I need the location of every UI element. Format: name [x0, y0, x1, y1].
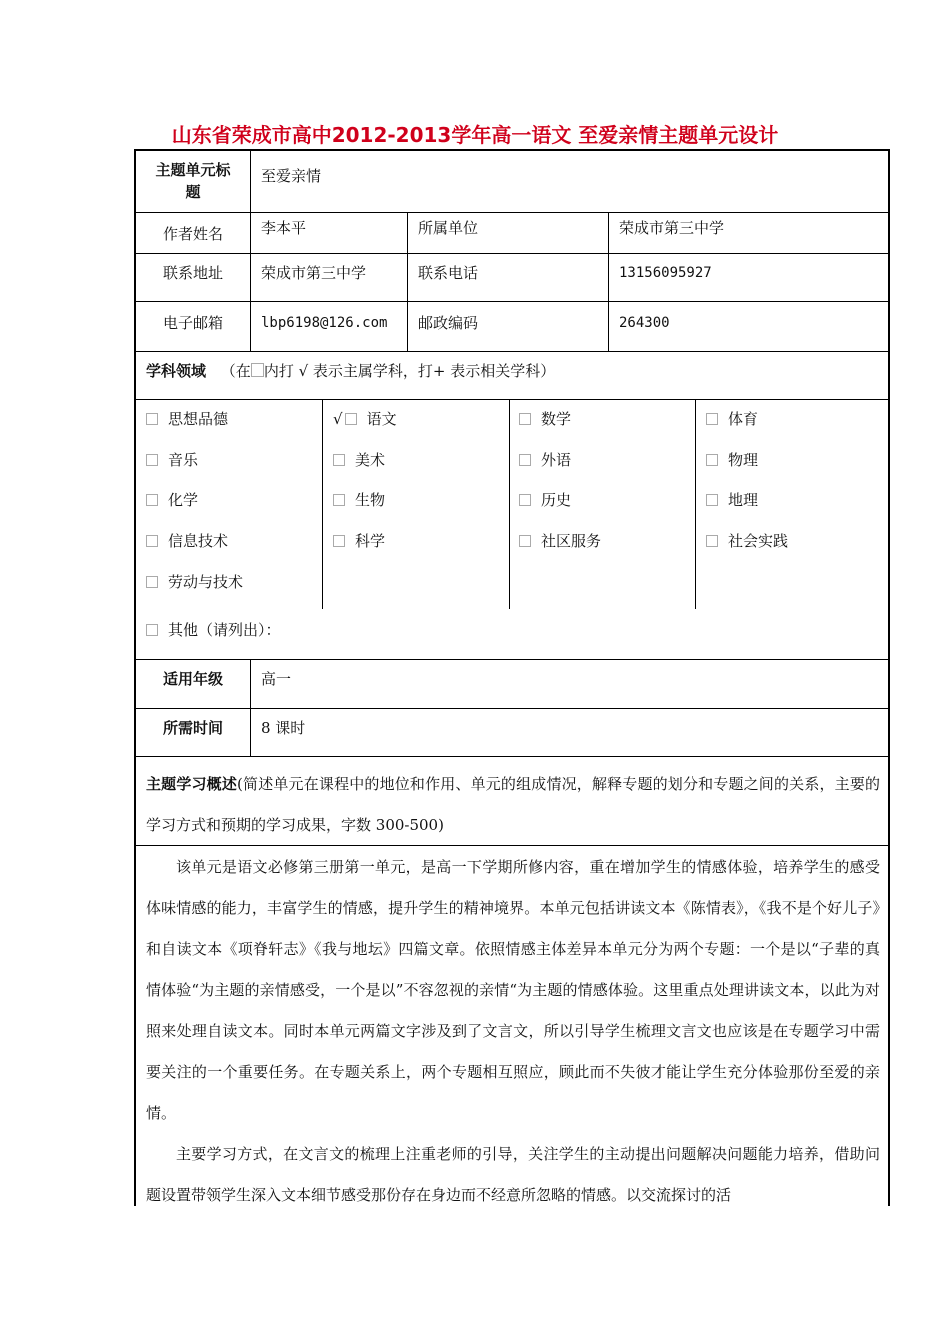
subject-information-technology[interactable]: 信息技术 [146, 531, 228, 551]
overview-paragraph-2: 主要学习方式，在文言文的梳理上注重老师的引导，关注学生的主动提出问题解决问题能力培养，借助问题设置带领学生深入文本细节感受那份存在身边而不经意所忽略的情感。以交流探讨的活 [146, 1145, 880, 1204]
checkbox-icon[interactable] [519, 413, 531, 425]
address-value: 荣成市第三中学 [251, 254, 408, 301]
author-row [136, 213, 888, 254]
checkbox-sample-icon [251, 363, 264, 377]
postcode-value: 264300 [619, 315, 670, 331]
overview-paragraph-1: 该单元是语文必修第三册第一单元，是高一下学期所修内容，重在增加学生的情感体验，培养学生的感受体味情感的能力，丰富学生的情感，提升学生的精神境界。本单元包括讲读文本《陈情表》，《我不是个好儿子》和自读文本《项脊轩志》《我与地坛》四篇文章。依照情感主体差异本单元分为两个专题：一个是以“子辈的真情体验“为主题的亲情感受，一个是以”不容忽视的亲情“为主题的情感体验。这里重点处理讲读文本，以此为对照来处理自读文本。同时本单元两篇文字涉及到了文言文，所以引导学生梳理文言文也应该是在专题学习中需要关注的一个重要任务。在专题关系上，两个专题相互照应，顾此而不失彼才能让学生充分体验那份至爱的亲情。 [146, 858, 880, 1122]
checkbox-icon[interactable] [146, 494, 158, 506]
checkbox-icon[interactable] [333, 535, 345, 547]
subject-area-note-before: （在 [220, 362, 251, 380]
checkbox-icon[interactable] [333, 454, 345, 466]
checkbox-icon[interactable] [519, 494, 531, 506]
subject-social-practice[interactable]: 社会实践 [706, 531, 788, 551]
checkbox-icon[interactable] [706, 535, 718, 547]
overview-header-row [136, 757, 888, 846]
address-label: 联系地址 [136, 254, 251, 301]
email-value: lbp6198@126.com [251, 302, 408, 351]
subject-physics[interactable]: 物理 [706, 450, 758, 470]
checkbox-icon[interactable] [146, 576, 158, 588]
checkbox-icon[interactable] [706, 454, 718, 466]
subject-music[interactable]: 音乐 [146, 450, 198, 470]
time-value: 8 课时 [261, 719, 306, 737]
postcode-label: 邮政编码 [408, 302, 609, 351]
overview-body-row [136, 846, 888, 1208]
checkbox-icon[interactable] [345, 413, 357, 425]
time-row [136, 709, 888, 757]
checkbox-icon[interactable] [519, 535, 531, 547]
time-label: 所需时间 [136, 709, 251, 756]
phone-value: 13156095927 [619, 265, 712, 281]
author-label: 作者姓名 [136, 213, 251, 253]
subject-biology[interactable]: 生物 [333, 490, 385, 510]
subject-fine-arts[interactable]: 美术 [333, 450, 385, 470]
subject-area-row [136, 352, 888, 400]
subject-pe[interactable]: 体育 [706, 409, 758, 429]
subject-math[interactable]: 数学 [519, 409, 571, 429]
checkbox-icon[interactable] [706, 494, 718, 506]
author-name: 李本平 [251, 213, 408, 253]
subject-area-label: 学科领域 [146, 362, 207, 380]
overview-header [146, 757, 880, 845]
unit-title-label-line1: 主题单元标 [155, 161, 231, 179]
grade-row [136, 660, 888, 709]
subject-history[interactable]: 历史 [519, 490, 571, 510]
email-label: 电子邮箱 [136, 302, 251, 351]
subject-grid-row [136, 400, 888, 660]
phone-label: 联系电话 [408, 254, 609, 301]
grade-label: 适用年级 [136, 660, 251, 708]
check-mark-icon: √ [333, 410, 343, 428]
checkbox-icon[interactable] [706, 413, 718, 425]
unit-title-value: 至爱亲情 [261, 167, 322, 185]
document-title: 山东省荣成市高中2012-2013学年高一语文 至爱亲情主题单元设计 [171, 123, 779, 147]
checkbox-icon[interactable] [333, 494, 345, 506]
subject-community-service[interactable]: 社区服务 [519, 531, 601, 551]
subject-area-note-after: 内打 √ 表示主属学科，打+ 表示相关学科） [263, 362, 556, 380]
unit-title-row [136, 151, 888, 213]
overview-label: 主题学习概述 [146, 775, 238, 793]
overview-body [146, 846, 880, 1208]
subject-chemistry[interactable]: 化学 [146, 490, 198, 510]
grade-value: 高一 [261, 670, 292, 688]
affiliation-value: 荣成市第三中学 [619, 219, 725, 237]
checkbox-icon[interactable] [146, 454, 158, 466]
subject-other[interactable]: 其他（请列出）： [146, 620, 281, 640]
subject-geography[interactable]: 地理 [706, 490, 758, 510]
unit-title-label [136, 151, 251, 212]
unit-design-form [134, 149, 890, 1206]
subject-science[interactable]: 科学 [333, 531, 385, 551]
subject-chinese[interactable]: √ 语文 [333, 410, 397, 428]
subject-foreign-language[interactable]: 外语 [519, 450, 571, 470]
checkbox-icon[interactable] [146, 624, 158, 636]
email-row [136, 302, 888, 352]
checkbox-icon[interactable] [146, 535, 158, 547]
checkbox-icon[interactable] [519, 454, 531, 466]
unit-title-label-line2: 题 [185, 183, 201, 201]
contact-row [136, 254, 888, 302]
affiliation-label: 所属单位 [408, 213, 609, 253]
checkbox-icon[interactable] [146, 413, 158, 425]
subject-area-header [146, 352, 888, 399]
subject-ideology-morality[interactable]: 思想品德 [146, 409, 228, 429]
overview-hint: (简述单元在课程中的地位和作用、单元的组成情况，解释专题的划分和专题之间的关系，主要的学习方式和预期的学习成果，字数 300-500) [146, 775, 880, 834]
subject-labor-technology[interactable]: 劳动与技术 [146, 572, 243, 592]
